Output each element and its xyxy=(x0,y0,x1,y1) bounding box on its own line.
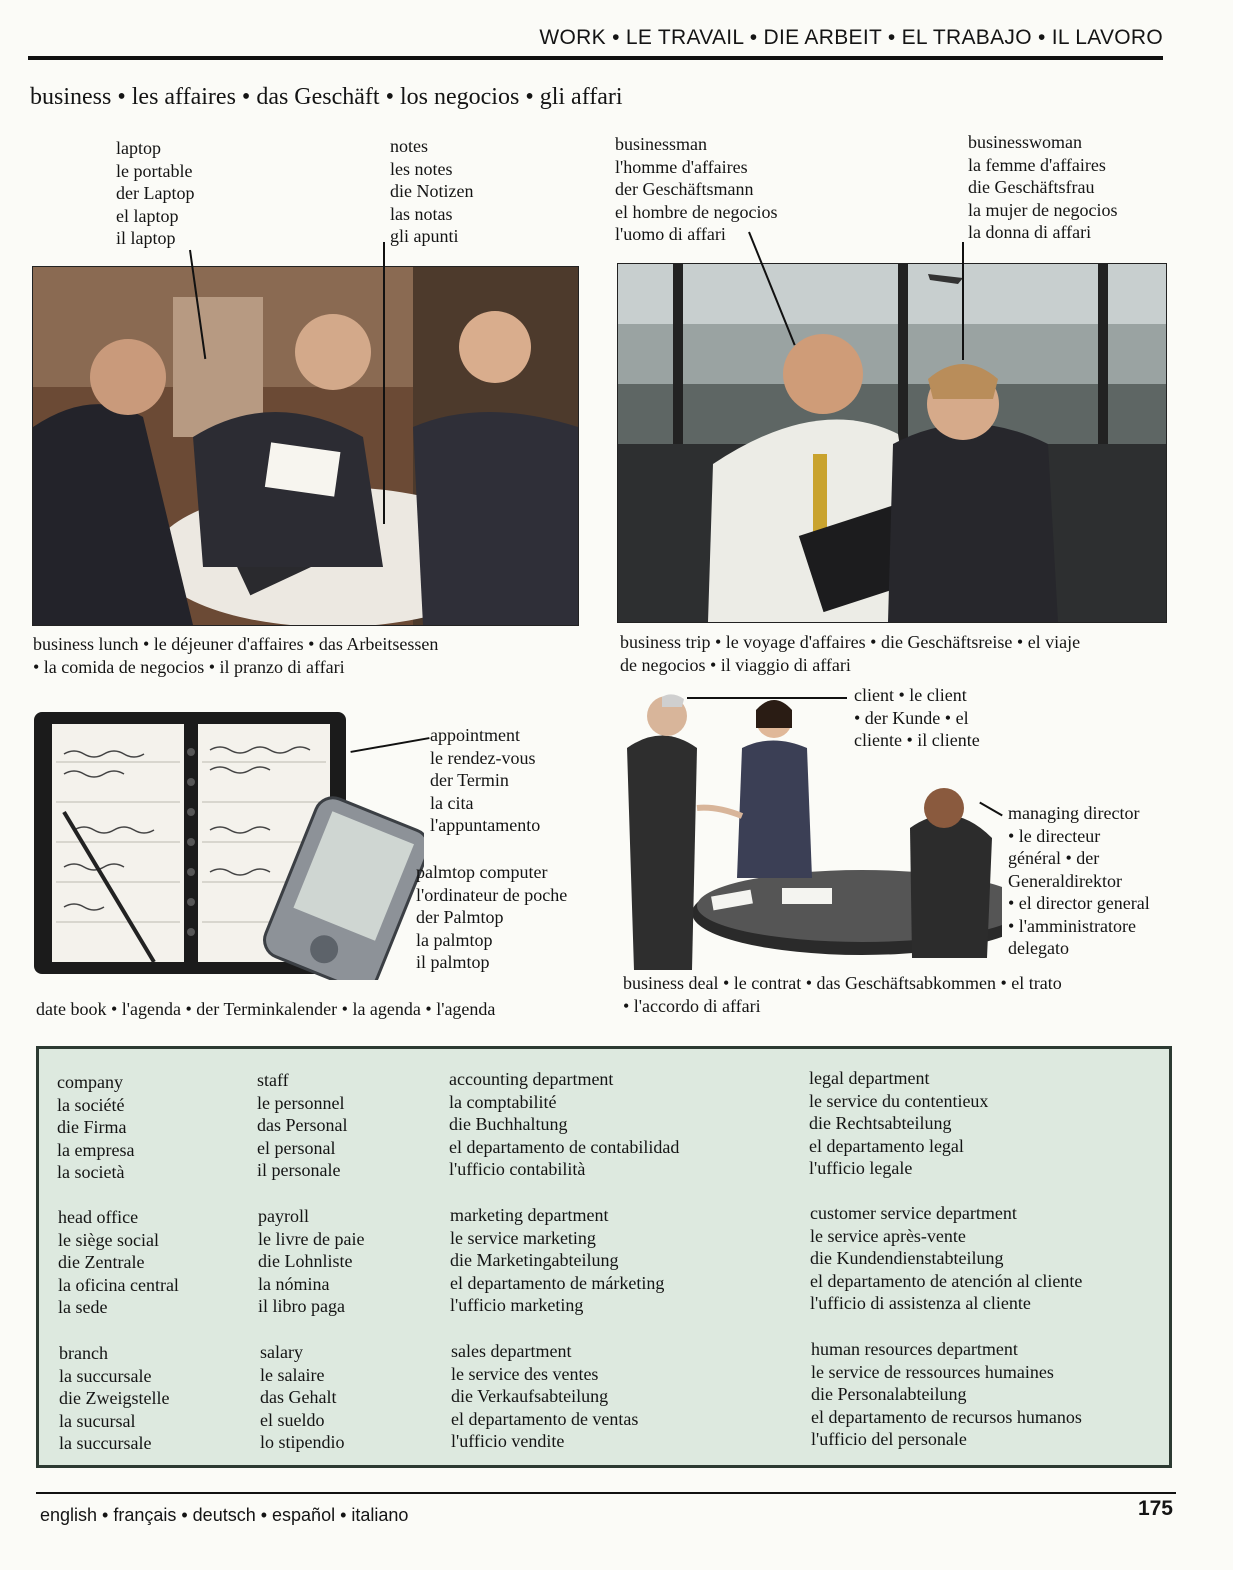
vocab-term: accounting department xyxy=(449,1069,614,1089)
vocab-entry-staff xyxy=(257,1069,347,1182)
vocab-entry-company xyxy=(57,1071,134,1184)
vocab-entry-branch xyxy=(59,1342,169,1455)
vocab-term: la succursale xyxy=(59,1433,152,1453)
vocab-term: l'ufficio marketing xyxy=(450,1295,584,1315)
vocab-term: payroll xyxy=(258,1206,309,1226)
vocab-term: il personale xyxy=(257,1160,341,1180)
vocab-term: la nómina xyxy=(258,1273,330,1294)
vocab-term: das Personal xyxy=(257,1115,348,1135)
vocab-term: marketing department xyxy=(450,1205,609,1225)
header-rule xyxy=(28,56,1163,60)
label-line: Generaldirektor xyxy=(1008,870,1122,891)
vocab-term: le siège social xyxy=(58,1229,159,1250)
vocab-term: el departamento de contabilidad xyxy=(449,1136,680,1157)
label-line: l'uomo di affari xyxy=(615,224,726,244)
vocab-term: die Zentrale xyxy=(58,1252,145,1272)
label-line: il palmtop xyxy=(416,952,490,972)
label-laptop xyxy=(116,137,194,250)
vocab-term: le livre de paie xyxy=(258,1228,365,1249)
vocab-term: la società xyxy=(57,1162,125,1182)
label-line: businessman xyxy=(615,134,707,154)
vocab-term: customer service department xyxy=(810,1203,1017,1223)
caption-business-deal xyxy=(623,972,1062,1018)
vocab-term: l'ufficio del personale xyxy=(811,1429,967,1449)
vocab-term: die Personalabteilung xyxy=(811,1384,967,1404)
vocab-term: el departamento legal xyxy=(809,1135,964,1156)
vocab-term: l'ufficio di assistenza al cliente xyxy=(810,1293,1031,1313)
label-businesswoman xyxy=(968,131,1117,244)
vocab-term: la sucursal xyxy=(59,1410,136,1431)
label-line: la cita xyxy=(430,792,474,813)
vocab-term: la succursale xyxy=(59,1365,152,1386)
label-line: el laptop xyxy=(116,205,179,226)
vocab-entry-accounting-department xyxy=(449,1068,679,1181)
label-line: der Geschäftsmann xyxy=(615,179,754,199)
vocab-entry-sales-department xyxy=(451,1340,638,1453)
label-line: la donna di affari xyxy=(968,222,1092,242)
footer-rule xyxy=(36,1492,1176,1494)
vocab-term: la comptabilité xyxy=(449,1091,557,1112)
section-title: business • les affaires • das Geschäft • los negocios • gli affari xyxy=(30,84,623,110)
label-managing-director xyxy=(1008,802,1150,960)
vocab-term: el departamento de recursos humanos xyxy=(811,1406,1082,1427)
label-line: • el director general xyxy=(1008,893,1150,913)
label-businessman xyxy=(615,133,777,246)
label-line: la palmtop xyxy=(416,929,493,950)
vocab-term: le service marketing xyxy=(450,1227,596,1248)
label-line: der Palmtop xyxy=(416,907,504,927)
vocab-entry-salary xyxy=(260,1341,345,1454)
label-line: palmtop computer xyxy=(416,862,548,882)
vocab-term: la sede xyxy=(58,1297,108,1317)
vocab-term: branch xyxy=(59,1343,108,1363)
label-line: la mujer de negocios xyxy=(968,199,1118,220)
label-line: l'homme d'affaires xyxy=(615,156,748,177)
vocab-term: l'ufficio vendite xyxy=(451,1431,565,1451)
vocab-term: die Rechtsabteilung xyxy=(809,1113,952,1133)
vocab-term: le service de ressources humaines xyxy=(811,1361,1054,1382)
vocab-term: le service du contentieux xyxy=(809,1090,989,1111)
leader-client xyxy=(687,697,847,699)
caption-line: business trip • le voyage d'affaires • die Geschäftsreise • el viaje xyxy=(620,632,1081,652)
vocab-term: salary xyxy=(260,1342,303,1362)
vocabulary-box xyxy=(36,1046,1172,1468)
vocab-term: lo stipendio xyxy=(260,1432,345,1452)
label-line: managing director xyxy=(1008,803,1140,823)
page-number: 175 xyxy=(1137,1497,1173,1520)
label-line: client • le client xyxy=(854,685,967,705)
leader-businesswoman xyxy=(962,242,964,360)
label-line: las notas xyxy=(390,203,453,224)
label-line: der Laptop xyxy=(116,183,195,203)
caption-business-lunch xyxy=(33,633,438,679)
vocab-entry-human-resources-department xyxy=(811,1338,1082,1451)
label-line: • le directeur xyxy=(1008,825,1101,846)
vocab-term: company xyxy=(57,1072,123,1092)
caption-line: • l'accordo di affari xyxy=(623,996,761,1016)
caption-line: • la comida de negocios • il pranzo di affari xyxy=(33,657,345,677)
caption-line: business lunch • le déjeuner d'affaires • das Arbeitsessen xyxy=(33,634,439,654)
caption-business-trip xyxy=(620,631,1080,677)
caption-line: date book • l'agenda • der Terminkalender • la agenda • l'agenda xyxy=(36,999,496,1019)
vocab-term: el departamento de atención al cliente xyxy=(810,1270,1083,1291)
vocab-term: head office xyxy=(58,1207,139,1227)
label-line: il laptop xyxy=(116,228,176,248)
photo-business-trip xyxy=(617,263,1167,623)
label-notes xyxy=(390,135,473,248)
vocab-entry-legal-department xyxy=(809,1067,988,1180)
leader-notes xyxy=(383,242,385,524)
vocab-term: staff xyxy=(257,1070,289,1090)
vocab-term: legal department xyxy=(809,1068,930,1088)
caption-line: business deal • le contrat • das Geschäftsabkommen • el trato xyxy=(623,973,1062,993)
label-line: der Termin xyxy=(430,770,509,790)
label-line: l'appuntamento xyxy=(430,815,541,835)
vocab-entry-customer-service-department xyxy=(810,1202,1082,1315)
illustration-date-book xyxy=(34,712,424,980)
vocab-term: la société xyxy=(57,1094,125,1115)
vocab-term: l'ufficio contabilità xyxy=(449,1159,586,1179)
caption-line: de negocios • il viaggio di affari xyxy=(620,655,851,675)
label-line: appointment xyxy=(430,725,520,745)
vocab-term: die Buchhaltung xyxy=(449,1114,568,1134)
vocab-term: il libro paga xyxy=(258,1296,345,1316)
vocab-term: el departamento de márketing xyxy=(450,1272,665,1293)
vocab-entry-payroll xyxy=(258,1205,364,1318)
vocab-term: die Zweigstelle xyxy=(59,1388,170,1408)
footer-languages: english • français • deutsch • español • italiano xyxy=(40,1505,409,1525)
vocab-term: el departamento de ventas xyxy=(451,1408,639,1429)
label-line: le rendez-vous xyxy=(430,747,536,768)
label-line: el hombre de negocios xyxy=(615,201,778,222)
vocab-term: die Verkaufsabteilung xyxy=(451,1386,609,1406)
label-line: • der Kunde • el xyxy=(854,707,969,728)
label-line: l'ordinateur de poche xyxy=(416,884,568,905)
vocab-entry-head-office xyxy=(58,1206,179,1319)
vocab-term: die Firma xyxy=(57,1117,127,1137)
label-line: die Notizen xyxy=(390,181,474,201)
vocab-term: die Lohnliste xyxy=(258,1251,353,1271)
label-line: gli apunti xyxy=(390,226,459,246)
vocab-term: human resources department xyxy=(811,1339,1018,1359)
vocab-term: die Marketingabteilung xyxy=(450,1250,619,1270)
label-line: businesswoman xyxy=(968,132,1082,152)
caption-date-book xyxy=(36,998,495,1021)
vocab-term: el sueldo xyxy=(260,1409,325,1430)
label-appointment xyxy=(430,724,540,837)
label-line: die Geschäftsfrau xyxy=(968,177,1095,197)
vocab-term: le service des ventes xyxy=(451,1363,599,1384)
vocab-term: le service après-vente xyxy=(810,1225,966,1246)
vocab-term: le personnel xyxy=(257,1092,345,1113)
vocab-term: l'ufficio legale xyxy=(809,1158,913,1178)
vocab-term: le salaire xyxy=(260,1364,325,1385)
running-header: WORK • LE TRAVAIL • DIE ARBEIT • EL TRABAJO • IL LAVORO xyxy=(539,26,1163,49)
label-palmtop xyxy=(416,861,567,974)
vocab-term: sales department xyxy=(451,1341,572,1361)
vocab-term: la oficina central xyxy=(58,1274,179,1295)
vocab-term: die Kundendienstabteilung xyxy=(810,1248,1004,1268)
label-line: le portable xyxy=(116,160,193,181)
label-line: cliente • il cliente xyxy=(854,730,980,750)
label-line: général • der xyxy=(1008,848,1100,868)
label-line: • l'amministratore xyxy=(1008,915,1137,936)
label-line: les notes xyxy=(390,158,453,179)
photo-business-lunch xyxy=(32,266,579,626)
vocab-entry-marketing-department xyxy=(450,1204,664,1317)
label-line: laptop xyxy=(116,138,161,158)
vocab-term: el personal xyxy=(257,1137,336,1158)
vocab-term: das Gehalt xyxy=(260,1387,337,1407)
label-client xyxy=(854,684,980,752)
label-line: notes xyxy=(390,136,428,156)
label-line: la femme d'affaires xyxy=(968,154,1106,175)
label-line: delegato xyxy=(1008,938,1069,958)
vocab-term: la empresa xyxy=(57,1139,135,1160)
